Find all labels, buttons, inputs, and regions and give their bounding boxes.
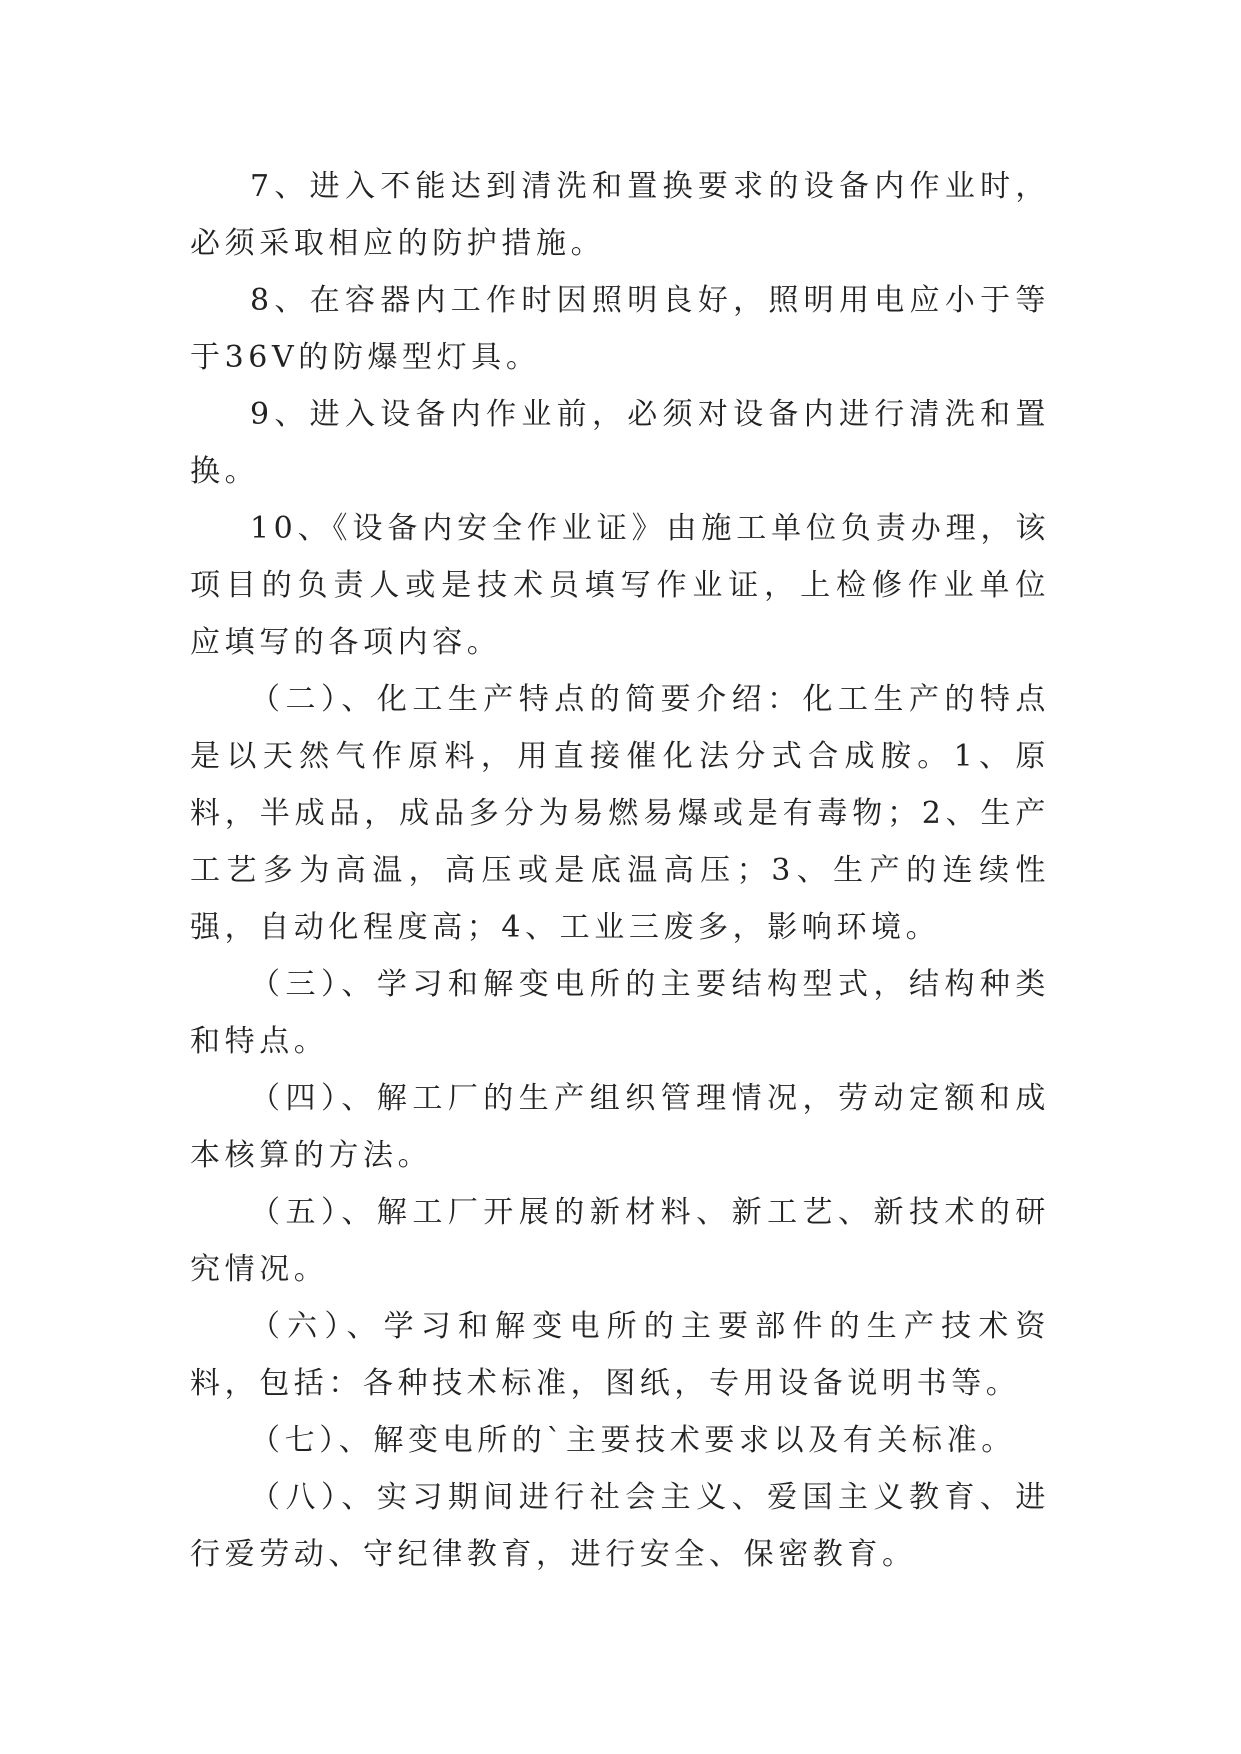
paragraph-section-2: （二）、化工生产特点的简要介绍：化工生产的特点是以天然气作原料，用直接催化法分式合成胺。1、原料，半成品，成品多分为易燃易爆或是有毒物；2、生产工艺多为高温，高压或是底温高压；3、生产的连续性强，自动化程度高；4、工业三废多，影响环境。: [190, 682, 1050, 945]
paragraph-item-10: 10、《设备内安全作业证》由施工单位负责办理，该项目的负责人或是技术员填写作业证，上检修作业单位应填写的各项内容。: [190, 511, 1050, 660]
paragraph-section-6: （六）、学习和解变电所的主要部件的生产技术资料，包括：各种技术标准，图纸，专用设备说明书等。: [190, 1309, 1050, 1401]
paragraph-item-7: 7、进入不能达到清洗和置换要求的设备内作业时，必须采取相应的防护措施。: [190, 169, 1050, 261]
document-body: [190, 158, 1050, 1583]
paragraph-section-4: （四）、解工厂的生产组织管理情况，劳动定额和成本核算的方法。: [190, 1081, 1050, 1173]
paragraph-section-3: （三）、学习和解变电所的主要结构型式，结构种类和特点。: [190, 967, 1050, 1059]
paragraph-section-5: （五）、解工厂开展的新材料、新工艺、新技术的研究情况。: [190, 1195, 1050, 1287]
paragraph-section-7: （七）、解变电所的`主要技术要求以及有关标准。: [250, 1423, 1016, 1458]
paragraph-item-8: 8、在容器内工作时因照明良好，照明用电应小于等于36V的防爆型灯具。: [190, 283, 1050, 375]
paragraph-section-8: （八）、实习期间进行社会主义、爱国主义教育、进行爱劳动、守纪律教育，进行安全、保密教育。: [190, 1480, 1050, 1572]
paragraph-item-9: 9、进入设备内作业前，必须对设备内进行清洗和置换。: [190, 397, 1050, 489]
